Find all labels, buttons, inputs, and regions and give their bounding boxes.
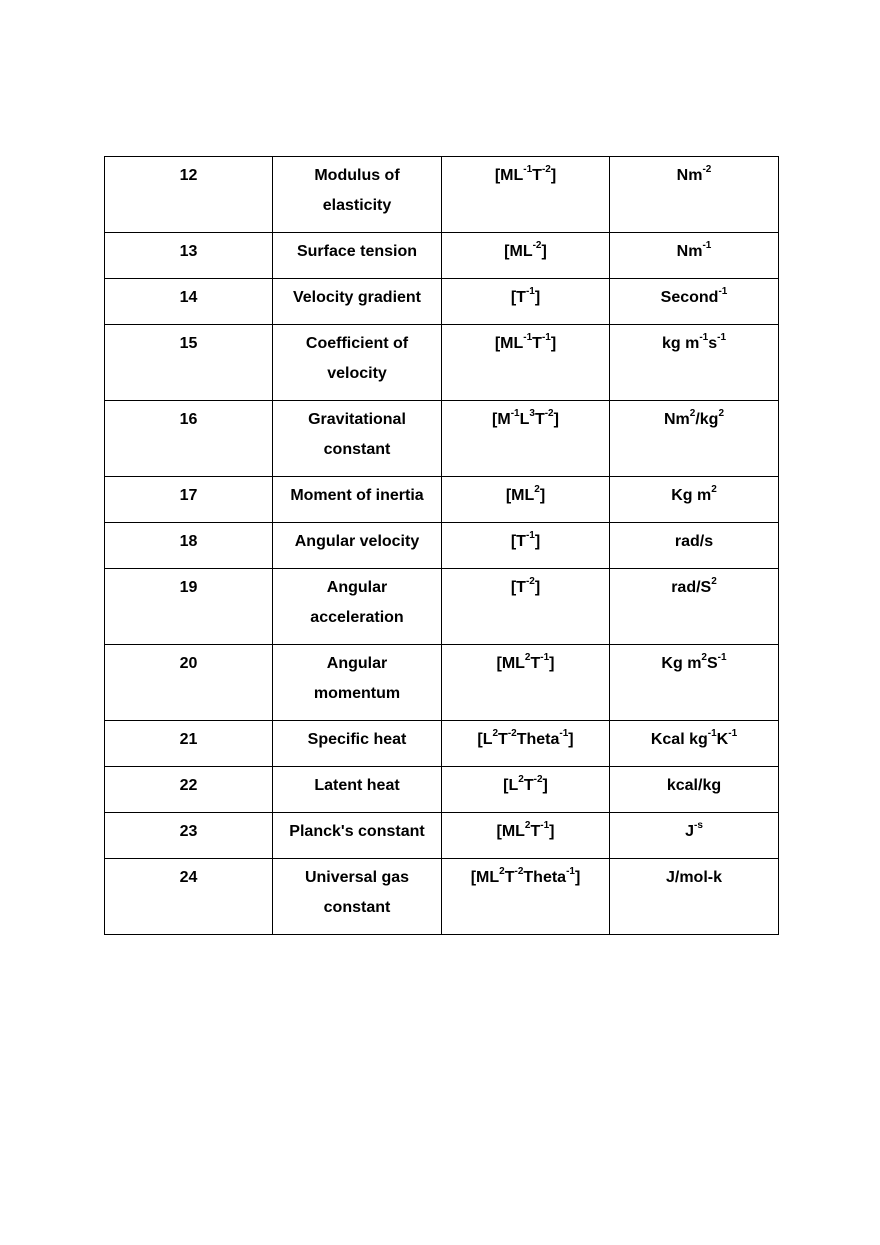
unit-exponent: 2 xyxy=(711,575,717,587)
row-number: 19 xyxy=(105,569,273,645)
unit-text: rad/s xyxy=(674,533,714,550)
quantity-name-text: Specific heat xyxy=(307,731,407,748)
formula-text: ] xyxy=(553,411,559,428)
si-unit xyxy=(610,477,779,523)
table-row xyxy=(105,645,779,721)
si-unit xyxy=(610,279,779,325)
unit-exponent: -2 xyxy=(702,163,712,175)
quantity-name xyxy=(273,813,442,859)
quantity-name xyxy=(273,477,442,523)
quantity-name-text: Moment of inertia xyxy=(290,487,424,504)
formula-text: T xyxy=(532,167,542,184)
table-row xyxy=(105,157,779,233)
formula-text: [ML xyxy=(494,335,524,352)
si-unit xyxy=(610,401,779,477)
formula-exponent: -2 xyxy=(507,727,517,739)
quantity-name-text: Angular velocity xyxy=(294,533,420,550)
table-body xyxy=(105,157,779,935)
unit-text: Nm xyxy=(676,243,703,260)
unit-text: Second xyxy=(660,289,719,306)
table-row xyxy=(105,813,779,859)
formula-text: [ML xyxy=(504,243,533,260)
formula-text: ] xyxy=(549,823,555,840)
formula-text: ] xyxy=(574,869,581,886)
unit-text: kg m xyxy=(661,335,700,352)
quantity-name-text: Planck's constant xyxy=(289,823,425,840)
quantity-name xyxy=(273,645,442,721)
formula-text: [ML xyxy=(470,869,500,886)
formula-exponent: 2 xyxy=(492,727,499,739)
formula-text: T xyxy=(532,335,542,352)
formula-text: [ML xyxy=(496,823,525,840)
formula-exponent: -1 xyxy=(540,651,550,663)
row-number: 22 xyxy=(105,767,273,813)
quantity-name xyxy=(273,721,442,767)
formula-text: ] xyxy=(568,731,574,748)
dimensional-formula xyxy=(442,523,610,569)
quantity-name xyxy=(273,523,442,569)
formula-exponent: -1 xyxy=(525,529,535,541)
formula-exponent: 2 xyxy=(534,483,540,495)
table-row xyxy=(105,233,779,279)
quantity-name-text: Latent heat xyxy=(314,777,400,794)
formula-text: Theta xyxy=(516,731,560,748)
formula-exponent: -2 xyxy=(544,407,554,419)
row-number: 16 xyxy=(105,401,273,477)
dimensional-formula xyxy=(442,279,610,325)
unit-text: Kcal kg xyxy=(650,731,708,748)
formula-exponent: 2 xyxy=(499,865,505,877)
row-number: 15 xyxy=(105,325,273,401)
dimensional-formula xyxy=(442,569,610,645)
table-row xyxy=(105,859,779,935)
table-row xyxy=(105,325,779,401)
formula-text: [ML xyxy=(494,167,524,184)
table-row xyxy=(105,767,779,813)
quantity-name-text: Gravitational constant xyxy=(308,411,406,458)
table-row xyxy=(105,401,779,477)
formula-exponent: -2 xyxy=(533,773,543,785)
formula-exponent: -1 xyxy=(541,331,551,343)
quantity-name-text: Angular acceleration xyxy=(310,579,404,626)
unit-text: S xyxy=(706,655,718,672)
unit-exponent: 2 xyxy=(718,407,725,419)
formula-text: [L xyxy=(503,777,519,794)
formula-text: T xyxy=(534,411,545,428)
unit-exponent: -1 xyxy=(707,727,717,739)
dimensional-formula xyxy=(442,401,610,477)
table-row xyxy=(105,279,779,325)
dimensional-formula xyxy=(442,477,610,523)
formula-exponent: 2 xyxy=(524,651,531,663)
si-unit xyxy=(610,325,779,401)
quantity-name-text: Universal gas constant xyxy=(304,869,410,916)
formula-text: ] xyxy=(550,167,557,184)
si-unit xyxy=(610,523,779,569)
dimensional-formula xyxy=(442,721,610,767)
si-unit xyxy=(610,157,779,233)
quantity-name-text: Coefficient of velocity xyxy=(305,335,409,382)
row-number: 24 xyxy=(105,859,273,935)
formula-text: [L xyxy=(477,731,493,748)
row-number: 18 xyxy=(105,523,273,569)
unit-exponent: -1 xyxy=(728,727,738,739)
table-row xyxy=(105,569,779,645)
formula-text: ] xyxy=(534,533,541,550)
formula-text: ] xyxy=(550,335,557,352)
row-number: 17 xyxy=(105,477,273,523)
si-unit xyxy=(610,767,779,813)
formula-text: L xyxy=(519,411,530,428)
unit-text: kcal/kg xyxy=(666,777,722,794)
formula-text: T xyxy=(530,823,541,840)
formula-exponent: -1 xyxy=(566,865,575,877)
formula-text: ] xyxy=(542,777,548,794)
unit-text: Kg m xyxy=(661,655,702,672)
formula-exponent: 3 xyxy=(529,407,535,419)
si-unit xyxy=(610,645,779,721)
unit-exponent: -1 xyxy=(699,331,709,343)
table-row xyxy=(105,721,779,767)
physical-quantities-table xyxy=(104,156,779,935)
row-number: 12 xyxy=(105,157,273,233)
si-unit xyxy=(610,721,779,767)
formula-exponent: -1 xyxy=(523,331,533,343)
formula-text: [T xyxy=(510,289,526,306)
formula-exponent: -2 xyxy=(514,865,524,877)
unit-exponent: 2 xyxy=(689,407,696,419)
formula-exponent: -1 xyxy=(559,727,569,739)
formula-exponent: -2 xyxy=(532,239,542,251)
quantity-name xyxy=(273,157,442,233)
row-number: 21 xyxy=(105,721,273,767)
formula-text: ] xyxy=(534,289,541,306)
dimensional-formula xyxy=(442,645,610,721)
formula-text: Theta xyxy=(523,869,567,886)
dimensional-formula xyxy=(442,233,610,279)
formula-exponent: -2 xyxy=(541,163,551,175)
formula-text: [ML xyxy=(505,487,535,504)
quantity-name-text: Angular momentum xyxy=(313,655,401,702)
unit-text: J xyxy=(685,823,694,840)
formula-exponent: 2 xyxy=(518,773,524,785)
unit-text: s xyxy=(708,335,718,352)
formula-text: [T xyxy=(510,533,526,550)
quantity-name xyxy=(273,325,442,401)
unit-exponent: -s xyxy=(694,819,703,831)
formula-text: T xyxy=(498,731,508,748)
unit-text: Nm xyxy=(676,167,703,184)
formula-exponent: -2 xyxy=(525,575,535,587)
quantity-name xyxy=(273,569,442,645)
unit-exponent: 2 xyxy=(711,483,717,495)
formula-exponent: -1 xyxy=(525,285,535,297)
quantity-name xyxy=(273,279,442,325)
quantity-name-text: Velocity gradient xyxy=(292,289,422,306)
formula-exponent: -1 xyxy=(540,819,550,831)
si-unit xyxy=(610,859,779,935)
formula-text: ] xyxy=(534,579,541,596)
dimensional-formula xyxy=(442,859,610,935)
unit-text: Kg m xyxy=(671,487,712,504)
quantity-name-text: Modulus of elasticity xyxy=(314,167,400,214)
row-number: 13 xyxy=(105,233,273,279)
unit-text: J/mol-k xyxy=(665,869,722,886)
unit-exponent: -1 xyxy=(718,285,728,297)
table-row xyxy=(105,477,779,523)
formula-exponent: -1 xyxy=(523,163,533,175)
dimensional-formula xyxy=(442,813,610,859)
unit-text: rad/S xyxy=(671,579,712,596)
formula-text: ] xyxy=(539,487,546,504)
unit-exponent: -1 xyxy=(717,331,727,343)
quantity-name xyxy=(273,233,442,279)
quantity-name xyxy=(273,401,442,477)
formula-text: [ML xyxy=(496,655,525,672)
quantity-name xyxy=(273,767,442,813)
unit-exponent: -1 xyxy=(702,239,712,251)
formula-text: T xyxy=(504,869,515,886)
formula-text: ] xyxy=(541,243,547,260)
row-number: 23 xyxy=(105,813,273,859)
table-row xyxy=(105,523,779,569)
formula-text: T xyxy=(530,655,541,672)
unit-exponent: 2 xyxy=(701,651,707,663)
dimensional-formula xyxy=(442,325,610,401)
unit-text: Nm xyxy=(663,411,690,428)
formula-exponent: 2 xyxy=(524,819,531,831)
si-unit xyxy=(610,569,779,645)
formula-text: [T xyxy=(510,579,526,596)
unit-text: /kg xyxy=(695,411,719,428)
formula-text: ] xyxy=(549,655,555,672)
si-unit xyxy=(610,813,779,859)
si-unit xyxy=(610,233,779,279)
formula-exponent: -1 xyxy=(510,407,520,419)
dimensional-formula xyxy=(442,157,610,233)
unit-text: K xyxy=(716,731,729,748)
row-number: 20 xyxy=(105,645,273,721)
unit-exponent: -1 xyxy=(717,651,727,663)
formula-text: [M xyxy=(492,411,511,428)
quantity-name xyxy=(273,859,442,935)
quantity-name-text: Surface tension xyxy=(296,243,418,260)
row-number: 14 xyxy=(105,279,273,325)
formula-text: T xyxy=(523,777,534,794)
dimensional-formula xyxy=(442,767,610,813)
